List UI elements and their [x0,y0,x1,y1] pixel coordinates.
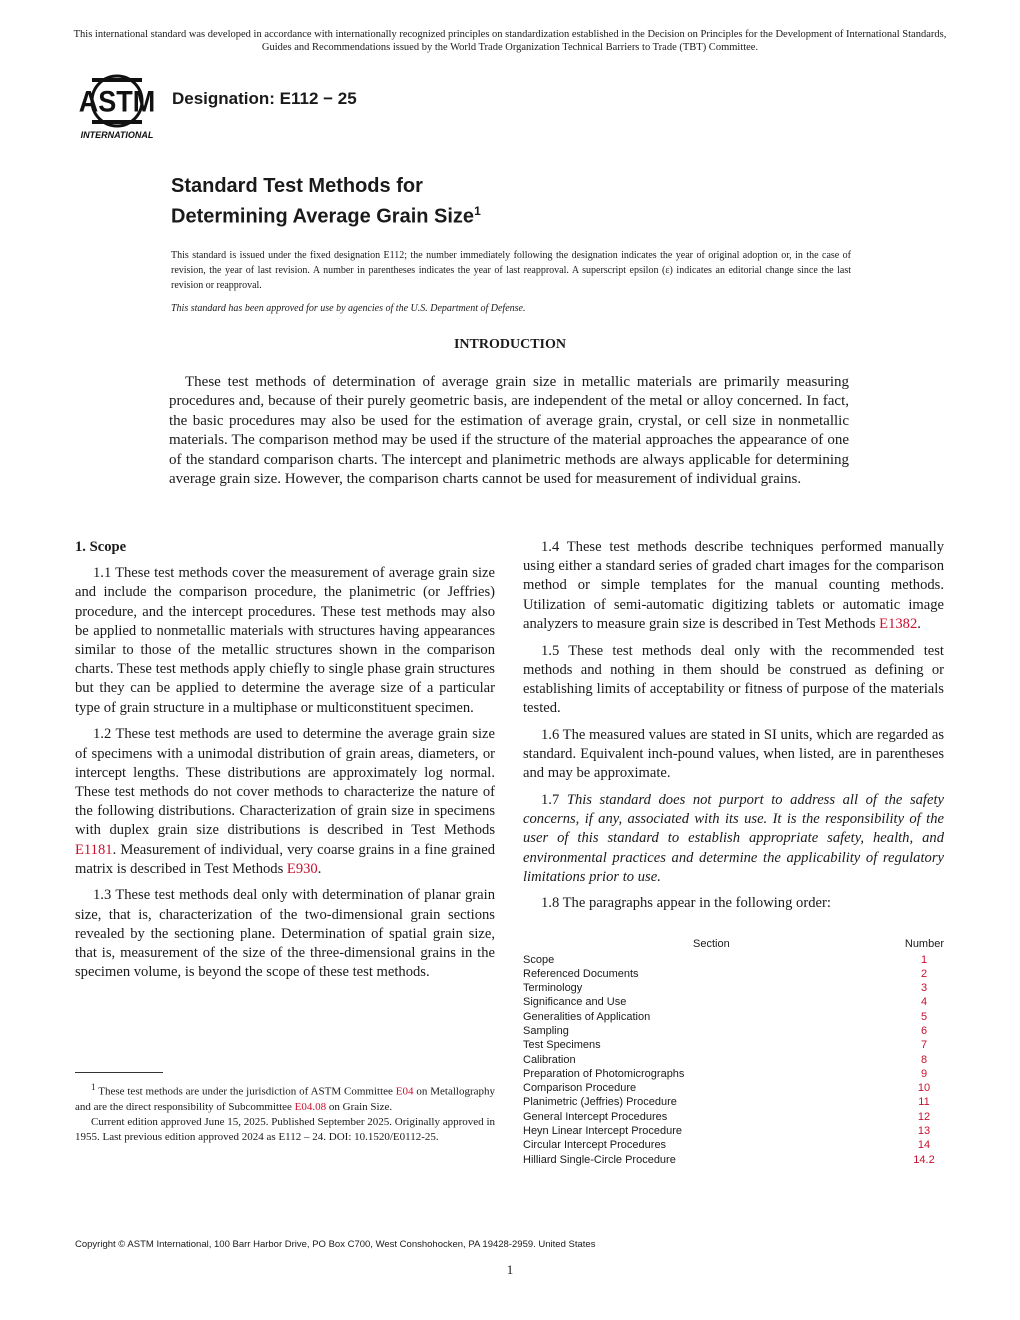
footnote-1-text: These test methods are under the jurisdiction of ASTM Committee [95,1085,396,1098]
link-e04[interactable]: E04 [395,1085,414,1098]
paragraph-1-7-text: This standard does not purport to address all of the safety concerns, if any, associated with its use. It is the responsibility of the user of this standard to establish appropriate safety, health, and environmental practices and determine the applicability of regulatory limitations prior to use. [523,791,944,885]
toc-section-link[interactable]: 10 [917,1082,931,1095]
toc-section-label: Generalities of Application [523,1010,651,1023]
toc-row [523,953,944,967]
toc-section-label: Referenced Documents [523,967,639,980]
toc-row [523,1110,944,1124]
toc-row [523,1095,944,1109]
title-line-2 [171,199,481,230]
svg-text:ASTM: ASTM [78,85,156,119]
toc-section-link[interactable]: 6 [920,1024,928,1037]
toc-section-link[interactable]: 14 [917,1139,931,1152]
toc-section-label: Calibration [523,1053,576,1066]
paragraph-1-4-text: 1.4 These test methods describe techniques performed manually using either a standard series of graded chart images for the comparison method or simple templates for the manual counting methods. Utilization of semi-automatic digitizing tablets or automatic image analyzers to measure grain size is described in Test Methods [523,539,944,632]
paragraph-1-2 [75,725,495,879]
wto-notice: This international standard was developed in accordance with internationally recognized principles on standardization established in the Decision on Principles for the Development of International Standards, Guides and Recommendations issued by the World Trade Organization Technical Barriers to Trade (TBT) Committee. [73,29,947,53]
link-e04-08[interactable]: E04.08 [294,1100,327,1113]
toc-section-label: Sampling [523,1024,569,1037]
introduction-text: These test methods of determination of average grain size in metallic materials are primarily measuring procedures and, because of their purely geometric basis, are independent of the metal or alloy concerned. In fact, the basic procedures may also be used for the estimation of average grain, crystal, or cell size in nonmetallic materials. The comparison method may be used if the structure of the material approaches the appearance of one of the standard comparison charts. The intercept and planimetric methods are always applicable for determining average grain size. However, the comparison charts cannot be used for measurement of individual grains. [169,374,849,488]
toc-row [523,1038,944,1052]
toc-section-link[interactable]: 7 [920,1039,928,1052]
paragraph-1-1: 1.1 These test methods cover the measurement of average grain size and include the comparison procedure, the planimetric (or Jeffries) procedure, and the intercept procedures. These test methods may also be applied to nonmetallic materials with structures having appearances similar to those of the metallic structures shown in the comparison charts. These test methods apply chiefly to single phase grain structures but they can be applied to determine the average size of a particular type of grain structure in a multiphase or multiconstituent specimen. [75,565,495,716]
toc-section-label: Test Specimens [523,1039,601,1052]
toc-section-label: Significance and Use [523,996,627,1009]
paragraph-1-4 [523,538,944,634]
paragraph-1-6: 1.6 The measured values are stated in SI units, which are regarded as standard. Equivalent inch-pound values, when listed, are in parentheses and may be approximate. [523,726,944,782]
astm-logo-icon [74,72,160,144]
footnote-edition: Current edition approved June 15, 2025. Published September 2025. Originally approved in 1955. Last previous edition approved 2024 as E112 – 24. DOI: 10.1520/E0112-25. [75,1115,495,1143]
designation: Designation: E112 − 25 [172,89,357,108]
toc-rows [523,953,944,1167]
toc-section-label: Terminology [523,982,583,995]
toc-col-number: Number [904,938,944,950]
footnote-1-marker: 1 [91,1082,96,1092]
toc-section-link[interactable]: 8 [920,1053,928,1066]
paragraph-1-5: 1.5 These test methods deal only with the recommended test methods and nothing in them should be construed as defining or establishing limits of acceptability or fitness of purpose of the materials tested. [523,642,944,717]
document-title [171,174,481,230]
toc-row [523,1124,944,1138]
toc-section-label: Preparation of Photomicrographs [523,1067,685,1080]
toc-row [523,1010,944,1024]
link-e1382[interactable]: E1382 [879,615,918,632]
toc-row [523,967,944,981]
paragraph-1-2-text-c: . [317,860,322,877]
toc-section-link[interactable]: 4 [920,996,928,1009]
toc-row [523,1081,944,1095]
toc-row [523,995,944,1009]
paragraph-1-7 [523,791,944,887]
toc-section-label: General Intercept Procedures [523,1110,668,1123]
toc-section-link[interactable]: 11 [918,1096,930,1109]
title-line-2-text: Determining Average Grain Size [171,205,475,228]
title-line-1: Standard Test Methods for [171,175,423,197]
toc-row [523,1053,944,1067]
footnote-1-text-b: on Metallography and are the direct responsibility of Subcommittee [75,1085,495,1113]
astm-logo [74,72,160,144]
toc-row [523,1153,944,1167]
toc-row [523,1024,944,1038]
title-footnote-ref: 1 [474,204,481,218]
toc-section-label: Planimetric (Jeffries) Procedure [523,1096,677,1109]
scope-heading: 1. Scope [75,539,127,555]
toc-section-label: Scope [523,953,555,966]
footnote-1 [75,1080,495,1115]
paragraph-1-7-number: 1.7 [541,791,567,808]
issued-note: This standard is issued under the fixed designation E112; the number immediately following the designation indicates the year of original adoption or, in the case of revision, the year of last revision. A number in parentheses indicates the year of last reapproval. A superscript epsilon (ε) indicates an editorial change since the last revision or reapproval. [171,250,851,291]
copyright: Copyright © ASTM International, 100 Barr Harbor Drive, PO Box C700, West Conshohocken, PA 19428-2959. United States [75,1239,596,1250]
footnotes [75,1080,495,1145]
introduction-heading: INTRODUCTION [453,337,566,352]
link-e1181[interactable]: E1181 [75,841,113,858]
paragraph-1-4-text-b: . [917,615,921,632]
toc-section-link[interactable]: 2 [920,967,928,980]
toc-section-link[interactable]: 12 [917,1110,931,1123]
toc-col-section: Section [693,938,730,950]
toc-section-link[interactable]: 1 [920,953,928,966]
right-column [523,538,944,914]
toc-section-link[interactable]: 3 [920,982,928,995]
toc-row [523,1067,944,1081]
toc-section-label: Circular Intercept Procedures [523,1139,667,1152]
svg-text:INTERNATIONAL: INTERNATIONAL [80,130,154,140]
paragraph-1-3: 1.3 These test methods deal only with determination of planar grain size, that is, characterization of the two-dimensional grain sections revealed by the sectioning plane. Determination of spatial grain size, that is, measurement of the size of the three-dimensional grains in the specimen volume, is beyond the scope of these test methods. [75,887,495,981]
toc-section-label: Heyn Linear Intercept Procedure [523,1125,682,1138]
toc-section-link[interactable]: 13 [917,1125,931,1138]
toc-row [523,1138,944,1152]
toc-section-label: Hilliard Single-Circle Procedure [523,1153,676,1166]
toc-header [523,938,944,953]
section-order-table [523,938,944,1167]
paragraph-1-2-text-b: . Measurement of individual, very coarse grains in a fine grained matrix is described in Test Methods [75,841,495,877]
footnote-divider [75,1072,163,1073]
approved-note: This standard has been approved for use by agencies of the U.S. Department of Defense. [171,303,526,314]
footnote-1-text-c: on Grain Size. [326,1100,393,1113]
toc-section-link[interactable]: 9 [920,1067,928,1080]
link-e930[interactable]: E930 [286,860,318,877]
paragraph-1-8: 1.8 The paragraphs appear in the following order: [541,895,831,912]
toc-section-label: Comparison Procedure [523,1082,637,1095]
toc-section-link[interactable]: 5 [920,1010,928,1023]
toc-row [523,981,944,995]
left-column [75,538,495,990]
toc-section-link[interactable]: 14.2 [913,1153,935,1166]
page-number: 1 [506,1262,514,1277]
paragraph-1-2-text: 1.2 These test methods are used to determine the average grain size of specimens with a unimodal distribution of grain areas, diameters, or intercept lengths. These distributions are approximately log normal. These test methods do not cover methods to characterize the nature of the following distributions. Characterization of grain size in specimens with duplex grain size distributions is described in Test Methods [75,726,495,839]
